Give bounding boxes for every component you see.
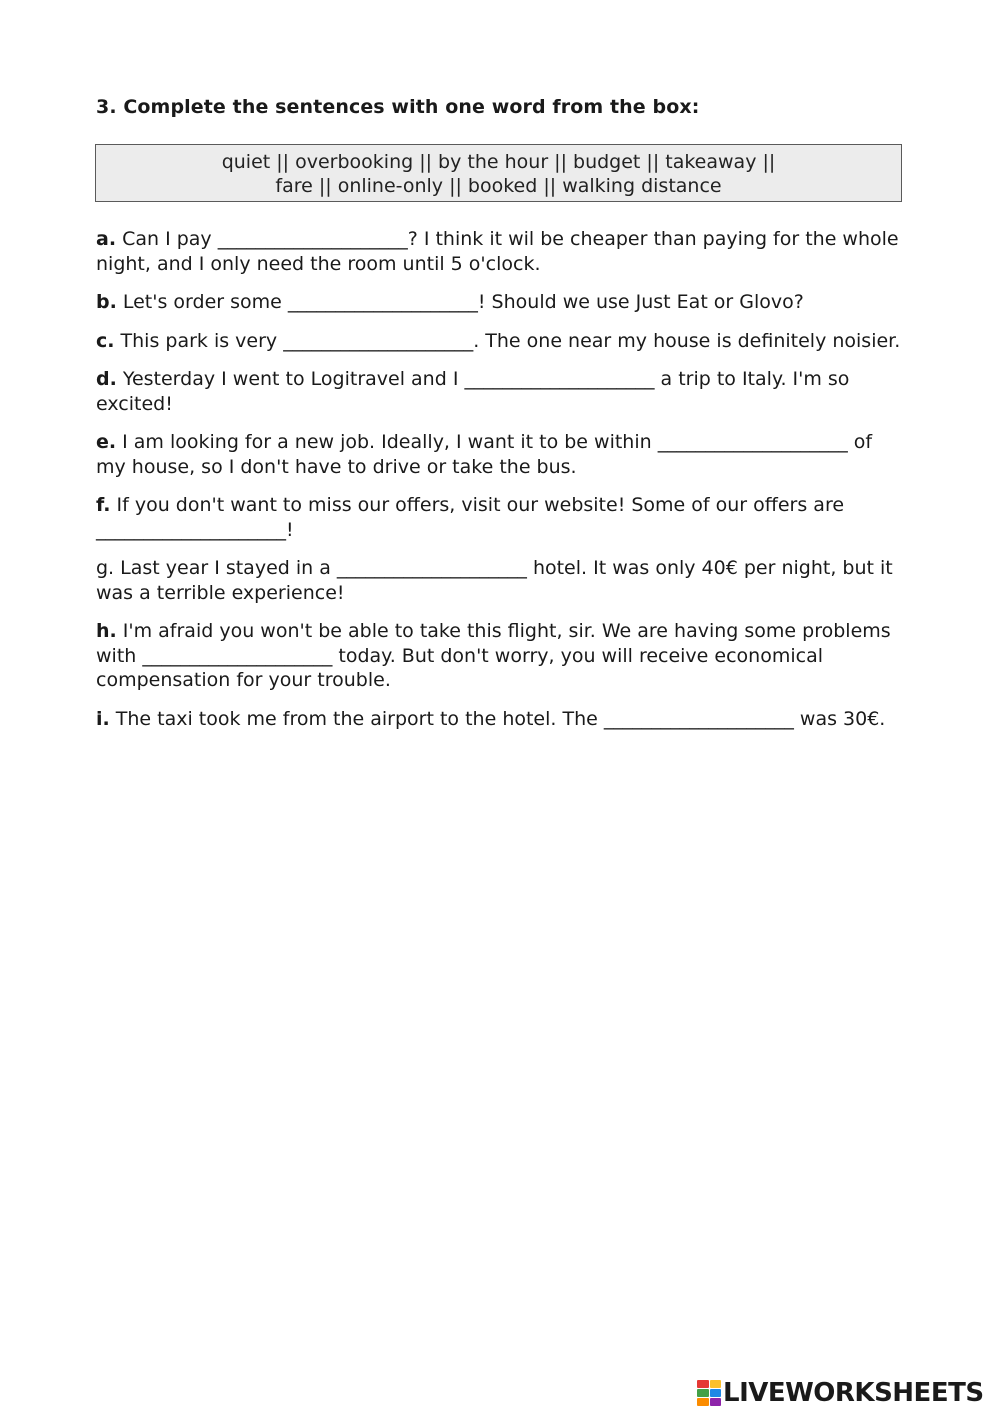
sentence-e xyxy=(96,430,906,479)
logo-cell xyxy=(697,1389,709,1397)
exercise-heading: 3. Complete the sentences with one word from the box: xyxy=(96,96,700,118)
sentence-letter: e. xyxy=(96,431,117,453)
word-box-line-2: fare || online-only || booked || walking distance xyxy=(275,175,722,197)
sentence-h xyxy=(96,619,906,693)
sentence-text-before: Let's order some xyxy=(116,291,288,313)
answer-blank[interactable]: ____________________ xyxy=(464,368,655,390)
sentence-text-after: ? I think it wil be cheaper than paying for the whole night, and I only need the room until 5 o'clock. xyxy=(96,228,899,275)
sentence-text-after: ! xyxy=(286,518,294,541)
sentence-c xyxy=(96,329,906,354)
logo-cell xyxy=(697,1398,709,1406)
answer-blank[interactable]: ____________________ xyxy=(142,644,333,667)
sentence-letter: h. xyxy=(96,620,117,642)
sentence-text-before: Last year I stayed in a xyxy=(114,557,337,579)
logo-cell xyxy=(697,1380,709,1388)
sentence-text-before: If you don't want to miss our offers, visit our website! Some of our offers are xyxy=(110,494,845,516)
sentence-text-after: hotel. It was only 40€ per night, but it was a terrible experience! xyxy=(96,557,893,604)
sentence-a xyxy=(96,227,906,276)
sentence-list xyxy=(96,227,906,745)
sentence-text-after: of my house, so I don't have to drive or take the bus. xyxy=(96,431,873,478)
sentence-letter: g. xyxy=(96,557,115,579)
sentence-g xyxy=(96,556,906,605)
sentence-text-before: I'm afraid you won't be able to take this flight, sir. We are having some problems with xyxy=(96,620,891,667)
answer-blank[interactable]: ____________________ xyxy=(217,228,408,250)
brand-name: LIVEWORKSHEETS xyxy=(723,1378,984,1408)
answer-blank[interactable]: ____________________ xyxy=(603,707,794,730)
sentence-letter: f. xyxy=(96,494,111,516)
sentence-i xyxy=(96,707,906,732)
sentence-text-after: today. But don't worry, you will receive economical compensation for your trouble. xyxy=(96,644,823,691)
sentence-text-after: a trip to Italy. I'm so excited! xyxy=(96,368,850,415)
answer-blank[interactable]: ____________________ xyxy=(283,329,474,352)
word-box-line-1: quiet || overbooking || by the hour || budget || takeaway || xyxy=(221,151,776,173)
sentence-text-before: The taxi took me from the airport to the hotel. The xyxy=(109,707,604,730)
logo-cell xyxy=(710,1398,722,1406)
sentence-letter: i. xyxy=(96,707,110,730)
sentence-f xyxy=(96,493,906,542)
sentence-letter: d. xyxy=(96,368,117,390)
sentence-text-before: Can I pay xyxy=(116,228,218,250)
sentence-text-after: was 30€. xyxy=(793,707,886,730)
answer-blank[interactable]: ____________________ xyxy=(96,518,286,541)
sentence-text-after: ! Should we use Just Eat or Glovo? xyxy=(477,291,804,313)
sentence-text-before: This park is very xyxy=(114,329,284,352)
sentence-letter: c. xyxy=(96,329,115,352)
sentence-letter: a. xyxy=(96,228,117,250)
answer-blank[interactable]: ____________________ xyxy=(287,291,478,313)
liveworksheets-brand xyxy=(697,1378,984,1408)
logo-cell xyxy=(710,1380,722,1388)
word-box xyxy=(95,144,902,202)
sentence-letter: b. xyxy=(96,291,117,313)
sentence-text-before: I am looking for a new job. Ideally, I want it to be within xyxy=(116,431,658,453)
sentence-b xyxy=(96,290,906,315)
answer-blank[interactable]: ____________________ xyxy=(336,557,527,579)
liveworksheets-logo-icon xyxy=(697,1380,721,1406)
logo-cell xyxy=(710,1389,722,1397)
sentence-text-after: . The one near my house is definitely noisier. xyxy=(473,329,901,352)
sentence-text-before: Yesterday I went to Logitravel and I xyxy=(116,368,465,390)
answer-blank[interactable]: ____________________ xyxy=(657,431,848,453)
sentence-d xyxy=(96,367,906,416)
